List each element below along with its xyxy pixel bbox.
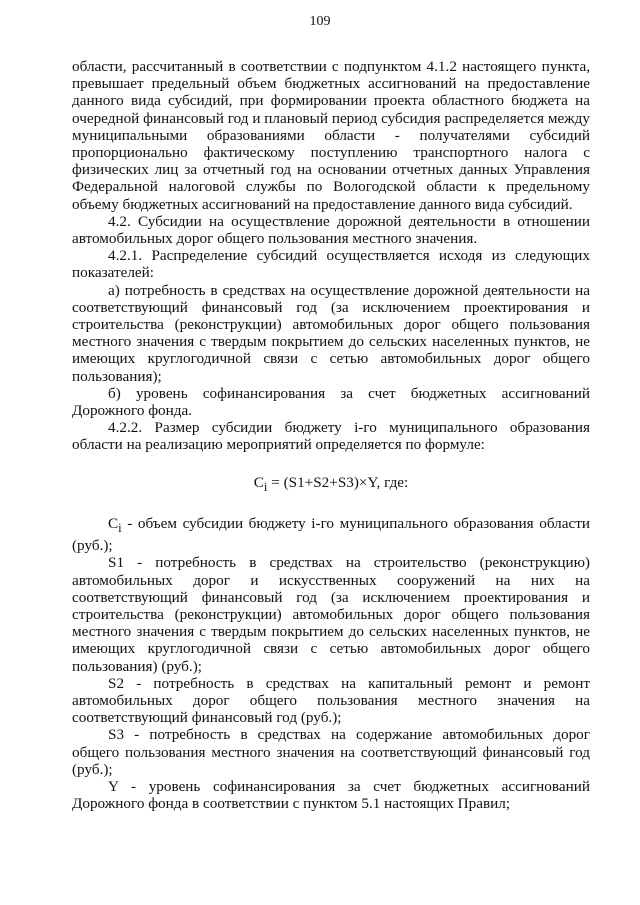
definition-symbol: Y xyxy=(108,777,119,795)
definition-text: - объем субсидии бюджету i-го муниципального образования области (руб.); xyxy=(72,514,590,555)
definition-text: - потребность в средствах на содержание автомобильных дорог общего пользования местного значения на соответствующий финансовый год (руб.); xyxy=(72,726,590,778)
paragraph-section-4-2-1: 4.2.1. Распределение субсидий осуществляется исходя из следующих показателей: xyxy=(72,247,590,282)
paragraph-section-4-2: 4.2. Субсидии на осуществление дорожной деятельности в отношении автомобильных дорог общего пользования местного значения. xyxy=(72,212,590,248)
definition-s2 xyxy=(72,675,590,727)
definition-symbol: C xyxy=(108,514,119,532)
definition-ci xyxy=(72,515,590,554)
definition-text: - потребность в средствах на строительство (реконструкцию) автомобильных дорог и искусственных сооружений на них на соответствующий финансовый год (за исключением проектирования и строительства (реконструкции) автомобильных дорог общего пользования местного значения с твердым покрытием до сельских населенных пунктов, не имеющих круглогодичной связи с сетью автомобильных дорог общего пользования) (руб.); xyxy=(72,554,590,675)
definition-symbol: S2 xyxy=(108,674,125,692)
formula-subscript: i xyxy=(263,479,268,494)
subsidy-formula xyxy=(72,474,590,496)
page-number: 109 xyxy=(309,14,331,29)
document-body xyxy=(72,58,590,812)
formula-expression: = (S1+S2+S3)×Y, где: xyxy=(267,473,409,491)
definition-s1 xyxy=(72,554,590,674)
paragraph-item-a: а) потребность в средствах на осуществление дорожной деятельности на соответствующий финансовый год (за исключением проектирования и строительства (реконструкции) автомобильных дорог общего пользования местного значения с твердым покрытием до сельских населенных пунктов, не имеющих круглогодичной связи с сетью автомобильных дорог общего пользования); xyxy=(72,281,590,385)
definition-text: - уровень софинансирования за счет бюджетных ассигнований Дорожного фонда в соответствии с пунктом 5.1 настоящих Правил; xyxy=(72,777,590,813)
paragraph-item-b: б) уровень софинансирования за счет бюджетных ассигнований Дорожного фонда. xyxy=(72,384,590,420)
definition-text: - потребность в средствах на капитальный ремонт и ремонт автомобильных дорог общего пользования местного значения на соответствующий финансовый год (руб.); xyxy=(72,674,590,727)
paragraph-section-4-2-2: 4.2.2. Размер субсидии бюджету i-го муниципального образования области на реализацию мероприятий определяется по формуле: xyxy=(72,419,590,454)
definition-symbol: S1 xyxy=(108,554,125,572)
formula-symbol: C xyxy=(253,473,264,491)
definition-symbol: S3 xyxy=(108,726,125,744)
paragraph-continuation: области, рассчитанный в соответствии с подпунктом 4.1.2 настоящего пункта, превышает предельный объем бюджетных ассигнований на предоставление данного вида субсидий, при формировании проекта областного бюджета на очередной финансовый год и плановый период субсидия распределяется между муниципальными образованиями области - получателями субсидий пропорционально фактическому поступлению транспортного налога с физических лиц за отчетный год на основании отчетных данных Управления Федеральной налоговой службы по Вологодской области к предельному объему бюджетных ассигнований на предоставление данного вида субсидий. xyxy=(72,58,590,213)
definition-y xyxy=(72,778,590,812)
definition-s3 xyxy=(72,726,590,778)
definition-subscript: i xyxy=(118,520,122,535)
